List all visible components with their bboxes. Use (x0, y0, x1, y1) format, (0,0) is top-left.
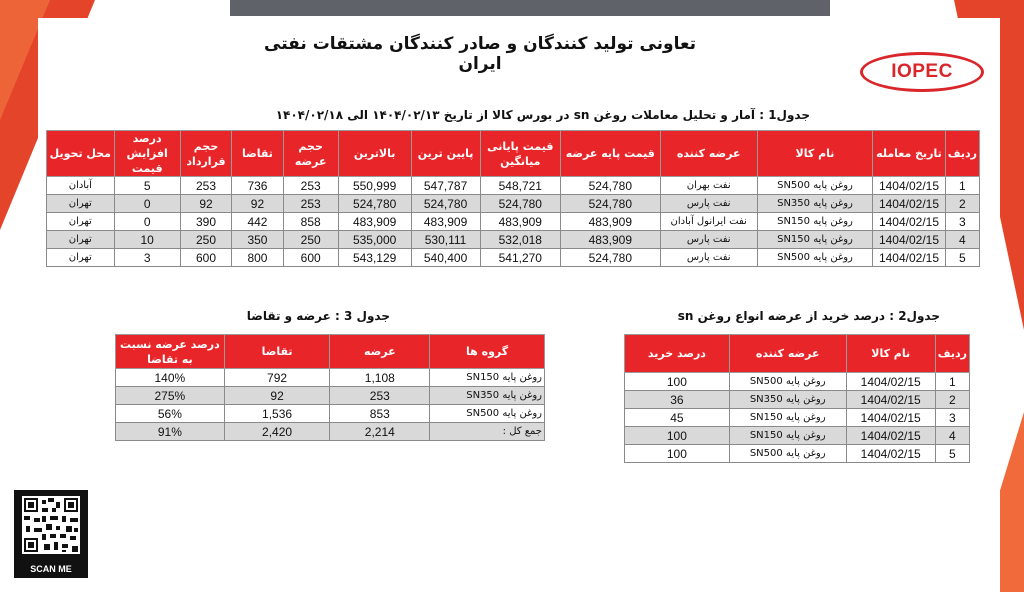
table2-cell: 1404/02/15 (846, 409, 935, 427)
page-title: تعاونی تولید کنندگان و صادر کنندگان مشتقات نفتی ایران (264, 34, 696, 74)
table3-cell: 253 (330, 387, 430, 405)
table1-cell: روغن پایه SN350 (757, 195, 872, 213)
table2-header-cell: ردیف (935, 335, 969, 373)
table2-cell: 1404/02/15 (846, 373, 935, 391)
table2-cell: روغن پایه SN500 (729, 445, 846, 463)
table1-cell: 483,909 (561, 213, 661, 231)
table1-header-cell: قیمت پایه عرضه (561, 131, 661, 177)
table3-cell: روغن پایه SN350 (430, 387, 545, 405)
table3-cell: 56% (116, 405, 225, 423)
table3-header-cell: تقاضا (224, 335, 330, 369)
table1-header-cell: نام کالا (757, 131, 872, 177)
table1-cell: 543,129 (338, 249, 411, 267)
table2-cell: 4 (935, 427, 969, 445)
table1-cell: روغن پایه SN500 (757, 249, 872, 267)
table1-cell: 483,909 (411, 213, 480, 231)
table1-cell: نفت پارس (660, 231, 757, 249)
table-row (47, 177, 980, 195)
table3-cell: 1,536 (224, 405, 330, 423)
table1-cell: 0 (114, 195, 180, 213)
table1-cell: نفت ایرانول آبادان (660, 213, 757, 231)
table3-caption: جدول 3 : عرضه و تقاضا (246, 309, 390, 323)
table3-header-cell: درصد عرضه نسبت به تقاضا (116, 335, 225, 369)
table1-cell: 548,721 (480, 177, 560, 195)
table2-cell: روغن پایه SN500 (729, 373, 846, 391)
table1-header-cell: تاریخ معامله (873, 131, 946, 177)
table2-cell: روغن پایه SN150 (729, 409, 846, 427)
table1-cell: 524,780 (338, 195, 411, 213)
table1-cell: نفت پارس (660, 195, 757, 213)
table2-cell: 3 (935, 409, 969, 427)
table2-cell: 36 (625, 391, 730, 409)
table1-cell: 1404/02/15 (873, 195, 946, 213)
table2-cell: 100 (625, 445, 730, 463)
table2-cell: روغن پایه SN350 (729, 391, 846, 409)
table1-cell: 547,787 (411, 177, 480, 195)
table2-header-cell: نام کالا (846, 335, 935, 373)
table1-header-cell: درصد افزایش قیمت (114, 131, 180, 177)
table2-cell: 100 (625, 373, 730, 391)
table-row (116, 423, 545, 441)
table3-cell: 853 (330, 405, 430, 423)
table2-header-cell: درصد خرید (625, 335, 730, 373)
table1-cell: 442 (232, 213, 283, 231)
table3-cell: 91% (116, 423, 225, 441)
iopec-logo (860, 52, 984, 92)
table3-cell: 792 (224, 369, 330, 387)
table1-cell: 540,400 (411, 249, 480, 267)
table3-cell: 1,108 (330, 369, 430, 387)
table1-cell: 1404/02/15 (873, 249, 946, 267)
table1-cell: 250 (283, 231, 338, 249)
table1-cell: 5 (114, 177, 180, 195)
table3-cell: 92 (224, 387, 330, 405)
table1-cell: 524,780 (561, 249, 661, 267)
table1-cell: تهران (47, 213, 115, 231)
logo-text: IOPEC (891, 61, 953, 82)
table1-cell: 0 (114, 213, 180, 231)
table3-cell: جمع کل : (430, 423, 545, 441)
table1-cell: 250 (180, 231, 232, 249)
qr-label: SCAN ME (30, 564, 72, 574)
table1-cell: 541,270 (480, 249, 560, 267)
table1-cell: 524,780 (480, 195, 560, 213)
table2-cell: 1404/02/15 (846, 391, 935, 409)
qr-pattern-icon (22, 496, 80, 554)
table1-header-cell: بالاترین (338, 131, 411, 177)
table2-cell: 100 (625, 427, 730, 445)
table3-cell: 275% (116, 387, 225, 405)
table2-cell: 1404/02/15 (846, 445, 935, 463)
table3-cell: روغن پایه SN150 (430, 369, 545, 387)
table1-cell: 600 (180, 249, 232, 267)
table1-cell: روغن پایه SN150 (757, 231, 872, 249)
table1-cell: 390 (180, 213, 232, 231)
supply-demand-table (115, 334, 545, 441)
table-row (47, 195, 980, 213)
table1-header-cell: ردیف (945, 131, 979, 177)
table1-cell: 253 (283, 195, 338, 213)
table-row (116, 387, 545, 405)
table-row (625, 409, 970, 427)
table1-cell: 483,909 (561, 231, 661, 249)
table2-cell: روغن پایه SN150 (729, 427, 846, 445)
table3-cell: 2,214 (330, 423, 430, 441)
document-sheet (38, 18, 1000, 592)
table1-header-cell: حجم عرضه (283, 131, 338, 177)
table1-header-cell: عرضه کننده (660, 131, 757, 177)
table1-cell: تهران (47, 195, 115, 213)
table1-cell: 92 (180, 195, 232, 213)
table1-cell: 10 (114, 231, 180, 249)
purchase-percentage-table (624, 334, 970, 463)
table1-caption: جدول1 : آمار و تحلیل معاملات روغن sn در بورس کالا از تاریخ ۱۴۰۴/۰۲/۱۳ الی ۱۴۰۴/۰۲/۱۸ (275, 108, 810, 122)
table1-cell: 800 (232, 249, 283, 267)
table1-cell: 1 (945, 177, 979, 195)
table1-cell: 5 (945, 249, 979, 267)
table-row (116, 369, 545, 387)
table1-cell: نفت بهران (660, 177, 757, 195)
table1-cell: 253 (283, 177, 338, 195)
table1-header-cell: حجم قرارداد (180, 131, 232, 177)
table1-cell: 1404/02/15 (873, 213, 946, 231)
table3-cell: 140% (116, 369, 225, 387)
table1-cell: 1404/02/15 (873, 177, 946, 195)
table1-cell: 92 (232, 195, 283, 213)
table2-cell: 1 (935, 373, 969, 391)
table1-cell: آبادان (47, 177, 115, 195)
table1-cell: 535,000 (338, 231, 411, 249)
table2-header-cell: عرضه کننده (729, 335, 846, 373)
table3-header-cell: گروه ها (430, 335, 545, 369)
table1-cell: 524,780 (411, 195, 480, 213)
table3-cell: روغن پایه SN500 (430, 405, 545, 423)
table2-cell: 5 (935, 445, 969, 463)
table1-cell: روغن پایه SN150 (757, 213, 872, 231)
table1-cell: 350 (232, 231, 283, 249)
table-row (625, 373, 970, 391)
table-row (47, 213, 980, 231)
table-row (116, 405, 545, 423)
table1-cell: 858 (283, 213, 338, 231)
trades-table (46, 130, 980, 267)
table3-cell: 2,420 (224, 423, 330, 441)
table1-cell: روغن پایه SN500 (757, 177, 872, 195)
table1-cell: 532,018 (480, 231, 560, 249)
table2-cell: 1404/02/15 (846, 427, 935, 445)
table3-header-cell: عرضه (330, 335, 430, 369)
table-row (47, 231, 980, 249)
table1-cell: 524,780 (561, 195, 661, 213)
table1-header-cell: تقاضا (232, 131, 283, 177)
table1-cell: 3 (114, 249, 180, 267)
table1-header-cell: قیمت پایانی میانگین (480, 131, 560, 177)
table1-header-cell: محل تحویل (47, 131, 115, 177)
table1-header-cell: پایین ترین (411, 131, 480, 177)
table2-cell: 2 (935, 391, 969, 409)
table-row (625, 391, 970, 409)
table-row (47, 249, 980, 267)
table1-cell: 524,780 (561, 177, 661, 195)
table1-cell: 3 (945, 213, 979, 231)
table1-cell: نفت پارس (660, 249, 757, 267)
table1-cell: تهران (47, 231, 115, 249)
qr-code[interactable] (14, 490, 88, 578)
table1-cell: 530,111 (411, 231, 480, 249)
table1-cell: 600 (283, 249, 338, 267)
table1-cell: 483,909 (338, 213, 411, 231)
table1-cell: تهران (47, 249, 115, 267)
table1-cell: 2 (945, 195, 979, 213)
decorative-top-bar (230, 0, 830, 16)
table1-cell: 550,999 (338, 177, 411, 195)
table2-cell: 45 (625, 409, 730, 427)
table1-cell: 253 (180, 177, 232, 195)
table1-cell: 1404/02/15 (873, 231, 946, 249)
table1-cell: 483,909 (480, 213, 560, 231)
table1-cell: 4 (945, 231, 979, 249)
table1-cell: 736 (232, 177, 283, 195)
table-row (625, 445, 970, 463)
table2-caption: جدول2 : درصد خرید از عرضه انواع روغن sn (677, 309, 940, 323)
table-row (625, 427, 970, 445)
